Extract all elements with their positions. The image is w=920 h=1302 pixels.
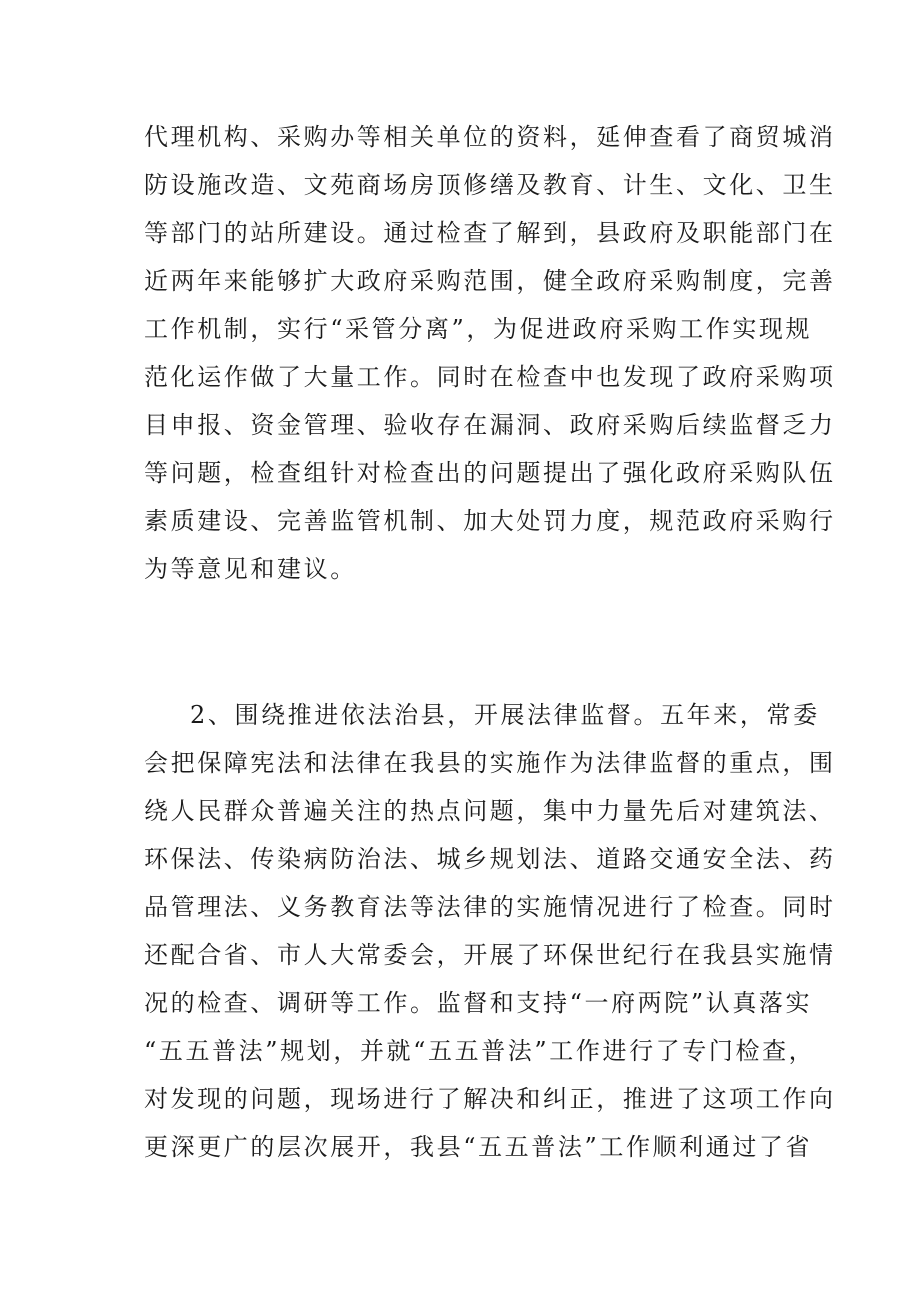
text-line: 素质建设、完善监管机制、加大处罚力度，规范政府采购行: [144, 507, 836, 535]
text-line: 绕人民群众普遍关注的热点问题，集中力量先后对建筑法、: [144, 797, 836, 825]
text-line: “五五普法”规划，并就“五五普法”工作进行了专门检查，: [144, 1037, 816, 1065]
text-line: 工作机制，实行“采管分离”，为促进政府采购工作实现规: [144, 315, 813, 343]
text-line: 代理机构、采购办等相关单位的资料，延伸查看了商贸城消: [144, 123, 836, 151]
text-line: 更深更广的层次展开，我县“五五普法”工作顺利通过了省: [144, 1133, 813, 1161]
text-line: 环保法、传染病防治法、城乡规划法、道路交通安全法、药: [144, 845, 836, 873]
text-line: 等部门的站所建设。通过检查了解到，县政府及职能部门在: [144, 219, 836, 247]
text-line: 为等意见和建议。: [144, 555, 357, 583]
text-line: 品管理法、义务教育法等法律的实施情况进行了检查。同时: [144, 893, 836, 921]
text-line: 近两年来能够扩大政府采购范围，健全政府采购制度，完善: [144, 267, 836, 295]
text-line: 等问题，检查组针对检查出的问题提出了强化政府采购队伍: [144, 459, 836, 487]
text-line: 目申报、资金管理、验收存在漏洞、政府采购后续监督乏力: [144, 411, 836, 439]
text-line: 况的检查、调研等工作。监督和支持“一府两院”认真落实: [144, 989, 813, 1017]
text-line: 会把保障宪法和法律在我县的实施作为法律监督的重点，围: [144, 749, 836, 777]
text-line: 还配合省、市人大常委会，开展了环保世纪行在我县实施情: [144, 941, 836, 969]
text-line: 对发现的问题，现场进行了解决和纠正，推进了这项工作向: [144, 1085, 836, 1113]
text-line: 防设施改造、文苑商场房顶修缮及教育、计生、文化、卫生: [144, 171, 836, 199]
text-line: 2、围绕推进依法治县，开展法律监督。五年来，常委: [190, 701, 820, 729]
text-line: 范化运作做了大量工作。同时在检查中也发现了政府采购项: [144, 363, 836, 391]
